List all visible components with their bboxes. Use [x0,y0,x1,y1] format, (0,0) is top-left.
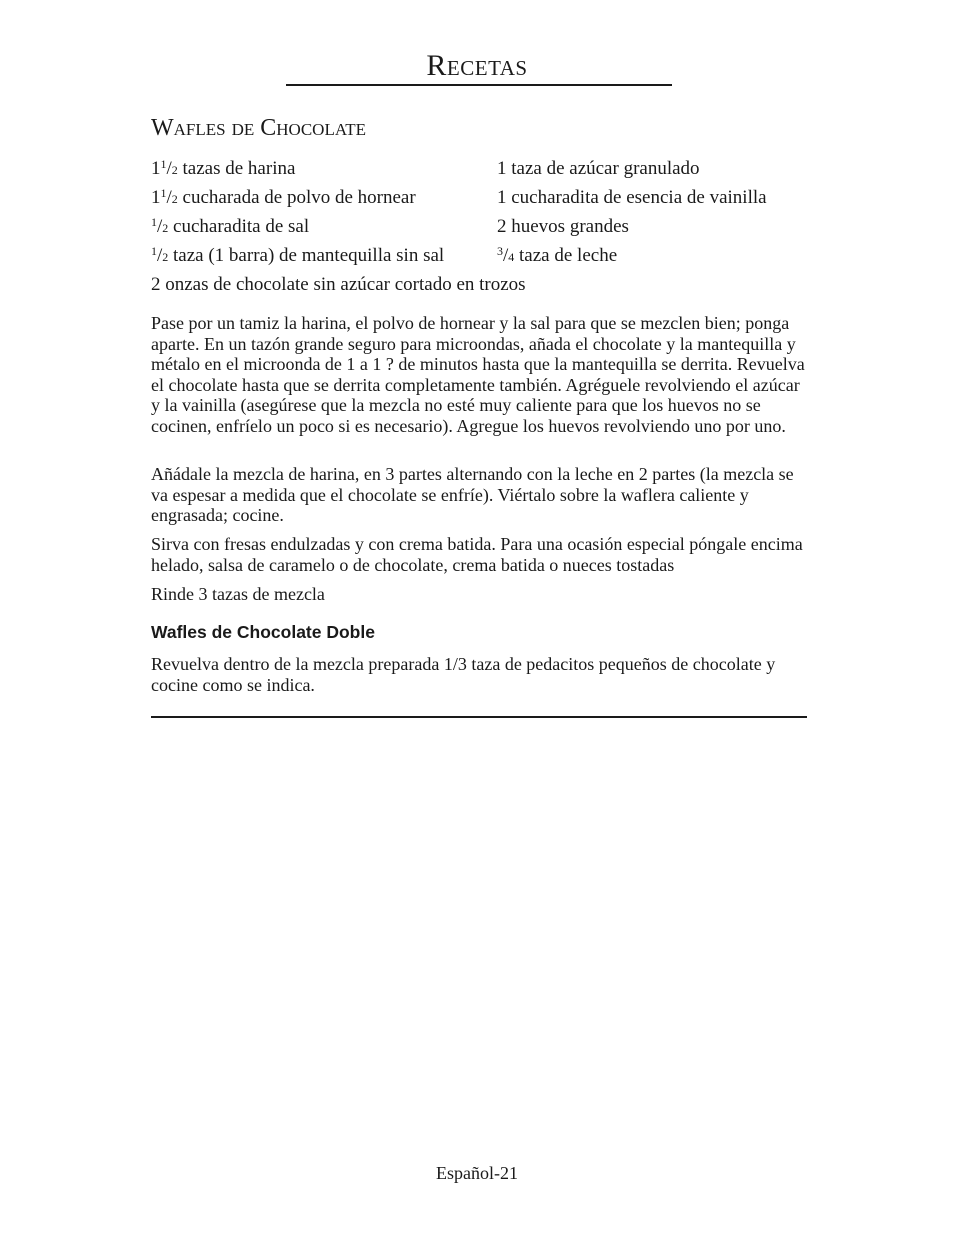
sub-heading: Wafles de Chocolate Doble [151,622,375,642]
instruction-paragraph-3: Sirva con fresas endulzadas y con crema batida. Para una ocasión especial póngale encima helado, salsa de caramelo o de chocolate, crema batida o nueces tostadas [151,534,803,575]
ingredient-right-3: 2 huevos grandes [497,216,629,237]
ingredient-left-4: $^1$/2 taza (1 barra) de mantequilla sin sal [151,244,445,266]
ingredient-left-1: $1^1/2$ tazas de harina [151,157,296,179]
instruction-paragraph-1: Pase por un tamiz la harina, el polvo de hornear y la sal para que se mezclen bien; ponga aparte. En un tazón grande seguro para microondas, añada el chocolate y la mantequilla y métalo en el microonda de 1 a 1 ? de minutos hasta que la mantequilla se derrita. Revuelva el chocolate hasta que se derrita completamente también. Agréguele revolviendo el azúcar y la vainilla (asegúrese que la mezcla no esté muy caliente para que los huevos no se cocinen, enfríelo un poco si es necesario). Agregue los huevos revolviendo uno por uno. [151,313,805,436]
ingredient-right-1: 1 taza de azúcar granulado [497,158,700,179]
yield-line: Rinde 3 tazas de mezcla [151,584,325,604]
ingredient-left-2: $1^1/2$ cucharada de polvo de hornear [151,186,416,208]
ingredient-right-2: 1 cucharadita de esencia de vainilla [497,187,767,208]
page-title: Recetas [426,49,528,82]
ingredient-left-3: $^1$/2 cucharadita de sal [151,215,310,237]
instruction-paragraph-2: Añádale la mezcla de harina, en 3 partes alternando con la leche en 2 partes (la mezcla se va espesar a medida que el chocolate se enfríe). Viértalo sobre la waflera caliente y engrasada; cocine. [151,464,794,526]
section-heading: Wafles de Chocolate [151,115,366,141]
ingredient-right-4: $^3$/4 taza de leche [497,244,618,266]
sub-paragraph: Revuelva dentro de la mezcla preparada 1/3 taza de pedacitos pequeños de chocolate y cocine como se indica. [151,654,776,695]
page-footer: Español-21 [436,1163,518,1183]
bottom-rule [151,716,807,718]
ingredient-full-width: 2 onzas de chocolate sin azúcar cortado en trozos [151,274,526,295]
title-rule [286,84,672,86]
